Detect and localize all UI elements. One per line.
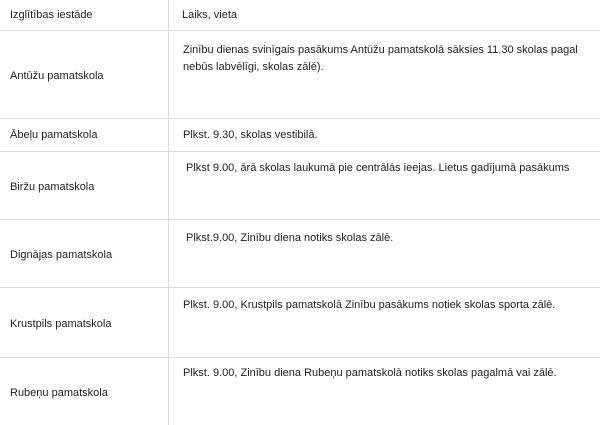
table-row [0,220,600,288]
info-line: Plkst.9.00, Zinību diena notiks skolas zālē. [186,232,394,244]
table-row [0,31,600,119]
table-row [0,152,600,220]
school-name: Dignājas pamatskola [10,248,113,261]
time-place-info [169,220,600,287]
table-row [0,288,600,358]
time-place-info [169,31,600,118]
table-row [0,358,600,425]
time-place-info [169,152,600,219]
school-name: Krustpils pamatskola [10,317,112,330]
header-time-place: Laiks, vieta [182,8,238,21]
header-school: Izglītības iestāde [10,9,93,21]
info-line: Plkst. 9.00, Krustpils pamatskolā Zinību pasākums notiek skolas sporta zālē. [183,299,556,311]
info-line: Plkst. 9.00, Zinību diena Rubeņu pamatskolā notiks skolas pagalmā vai zālē. [183,367,557,379]
info-line: Plkst. 9.30, skolas vestibilā. [183,128,318,141]
table-row [0,119,600,152]
school-name: Rubeņu pamatskola [10,386,108,399]
info-line: nebūs labvēlīgi, skolas zālē). [183,61,324,73]
info-line: Zinību dienas svinīgais pasākums Antūžu pamatskolā sāksies 11.30 skolas pagal [183,44,578,56]
time-place-info [169,119,600,151]
time-place-info [169,358,600,425]
school-name: Biržu pamatskola [10,180,95,193]
table-header-row [0,0,600,31]
info-line: Plkst 9.00, ārā skolas laukumā pie centrālās ieejas. Lietus gadījumā pasākums [186,162,570,174]
time-place-info [169,288,600,357]
school-name: Ābeļu pamatskola [10,129,98,141]
school-name: Antūžu pamatskola [10,69,104,82]
